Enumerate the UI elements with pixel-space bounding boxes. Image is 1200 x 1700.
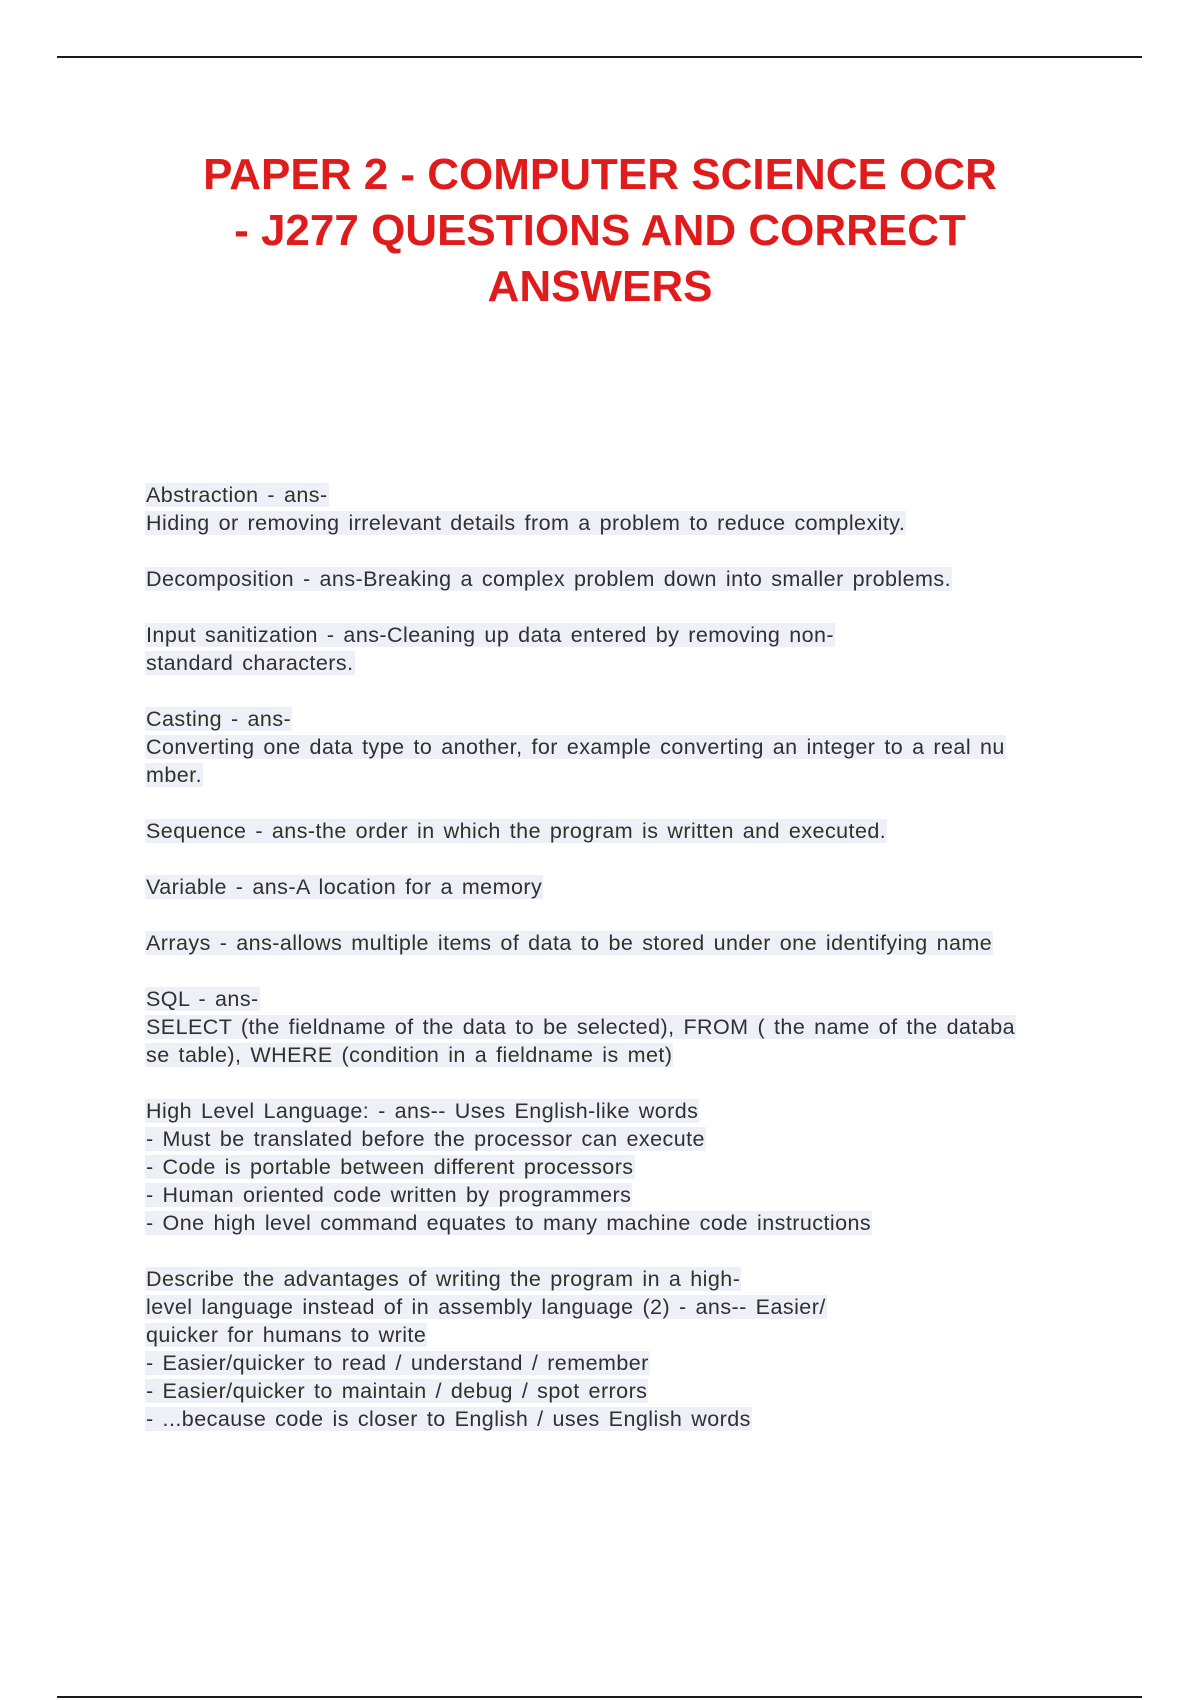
qa-high-level-language — [145, 1097, 1105, 1237]
title-line: ANSWERS — [487, 262, 713, 311]
qa-line: SELECT (the fieldname of the data to be selected), FROM ( the name of the databa — [146, 1015, 1016, 1039]
title-line: PAPER 2 - COMPUTER SCIENCE OCR — [203, 150, 997, 199]
qa-line: Converting one data type to another, for example converting an integer to a real nu — [146, 735, 1005, 759]
qa-input-sanitization — [145, 621, 1105, 677]
qa-line: - Must be translated before the processor can execute — [146, 1127, 705, 1151]
qa-line: Variable - ans-A location for a memory — [146, 875, 543, 899]
qa-advantages-high-level — [145, 1265, 1105, 1433]
qa-line: standard characters. — [146, 651, 354, 675]
qa-line: level language instead of in assembly language (2) - ans-- Easier/ — [146, 1295, 826, 1319]
qa-line: Input sanitization - ans-Cleaning up data entered by removing non- — [146, 623, 835, 647]
qa-list — [145, 481, 1105, 1461]
qa-line: SQL - ans- — [146, 987, 259, 1011]
qa-line: Hiding or removing irrelevant details from a problem to reduce complexity. — [146, 511, 906, 535]
qa-arrays — [145, 929, 1105, 957]
qa-line: - Easier/quicker to read / understand / remember — [146, 1351, 649, 1375]
qa-line: se table), WHERE (condition in a fieldname is met) — [146, 1043, 673, 1067]
qa-decomposition — [145, 565, 1105, 593]
qa-line: Arrays - ans-allows multiple items of data to be stored under one identifying name — [146, 931, 993, 955]
qa-variable — [145, 873, 1105, 901]
qa-line: - ...because code is closer to English / uses English words — [146, 1407, 751, 1431]
bottom-rule — [57, 1696, 1142, 1698]
qa-line: High Level Language: - ans-- Uses English-like words — [146, 1099, 699, 1123]
top-rule — [57, 56, 1142, 58]
qa-line: mber. — [146, 763, 203, 787]
qa-line: - One high level command equates to many machine code instructions — [146, 1211, 872, 1235]
qa-line: Abstraction - ans- — [146, 483, 328, 507]
title-line: - J277 QUESTIONS AND CORRECT — [234, 206, 966, 255]
qa-sql — [145, 985, 1105, 1069]
qa-line: Casting - ans- — [146, 707, 292, 731]
qa-line: - Easier/quicker to maintain / debug / spot errors — [146, 1379, 648, 1403]
qa-line: - Human oriented code written by programmers — [146, 1183, 632, 1207]
qa-line: Sequence - ans-the order in which the program is written and executed. — [146, 819, 887, 843]
qa-line: - Code is portable between different processors — [146, 1155, 634, 1179]
qa-line: Describe the advantages of writing the program in a high- — [146, 1267, 741, 1291]
qa-sequence — [145, 817, 1105, 845]
qa-abstraction — [145, 481, 1105, 537]
qa-casting — [145, 705, 1105, 789]
qa-line: Decomposition - ans-Breaking a complex problem down into smaller problems. — [146, 567, 952, 591]
qa-line: quicker for humans to write — [146, 1323, 427, 1347]
document-title — [100, 147, 1100, 315]
